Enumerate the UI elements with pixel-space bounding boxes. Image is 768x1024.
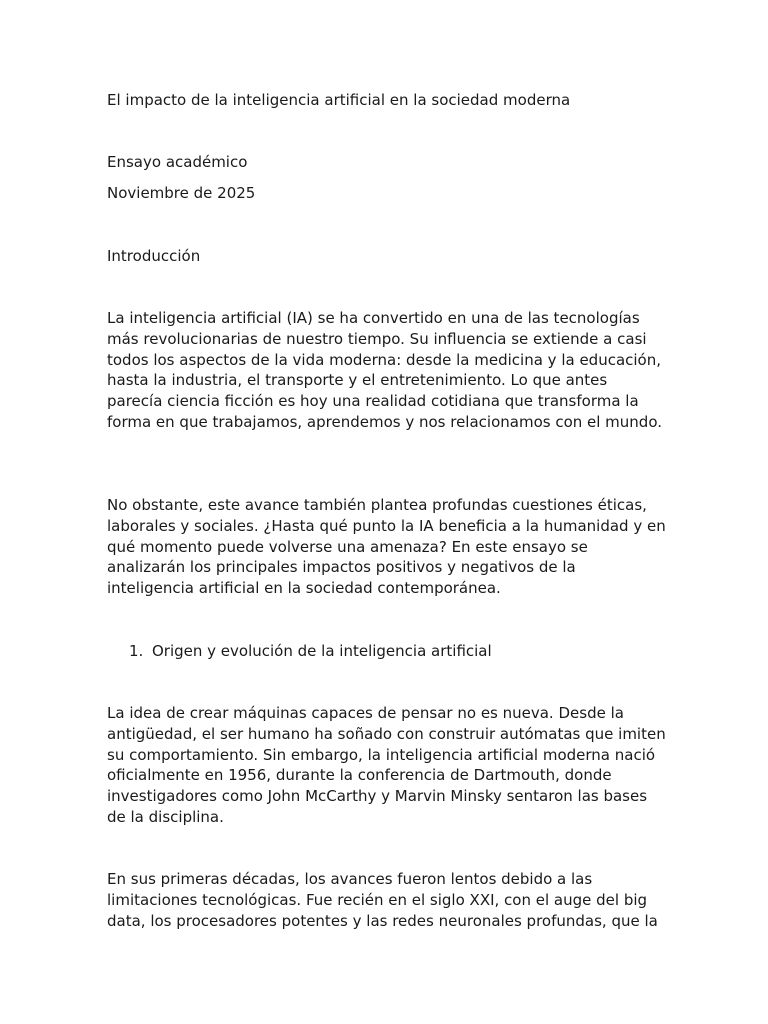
document-page — [107, 0, 667, 1024]
document-date: Noviembre de 2025 — [107, 184, 256, 202]
document-subtitle: Ensayo académico — [107, 153, 248, 171]
section-1-heading — [129, 641, 492, 661]
intro-paragraph-1: La inteligencia artificial (IA) se ha convertido en una de las tecnologías más revolucionarias de nuestro tiempo. Su influencia se extiende a casi todos los aspectos de la vida moderna: desde la medicina y la educación, hasta la industria, el transporte y el entretenimiento. Lo que antes parecía ciencia ficción es hoy una realidad cotidiana que transforma la forma en que trabajamos, aprendemos y nos relacionamos con el mundo. — [107, 309, 663, 431]
section-1-paragraph-2: En sus primeras décadas, los avances fueron lentos debido a las limitaciones tecnológicas. Fue recién en el siglo XXI, con el auge del big data, los procesadores potentes y las redes neuronales profundas, que la — [107, 870, 658, 930]
section-1-paragraph-1: La idea de crear máquinas capaces de pensar no es nueva. Desde la antigüedad, el ser humano ha soñado con construir autómatas que imiten su comportamiento. Sin embargo, la inteligencia artificial moderna nació oficialmente en 1956, durante la conferencia de Dartmouth, donde investigadores como John McCarthy y Marvin Minsky sentaron las bases de la disciplina. — [107, 704, 666, 826]
intro-paragraph-2: No obstante, este avance también plantea profundas cuestiones éticas, laborales y sociales. ¿Hasta qué punto la IA beneficia a la humanidad y en qué momento puede volverse una amenaza? En este ensayo se analizarán los principales impactos positivos y negativos de la inteligencia artificial en la sociedad contemporánea. — [107, 496, 666, 598]
intro-heading: Introducción — [107, 247, 201, 265]
section-1-title: Origen y evolución de la inteligencia artificial — [152, 642, 492, 660]
section-1-number: 1. — [129, 642, 144, 660]
document-title: El impacto de la inteligencia artificial en la sociedad moderna — [107, 91, 571, 109]
